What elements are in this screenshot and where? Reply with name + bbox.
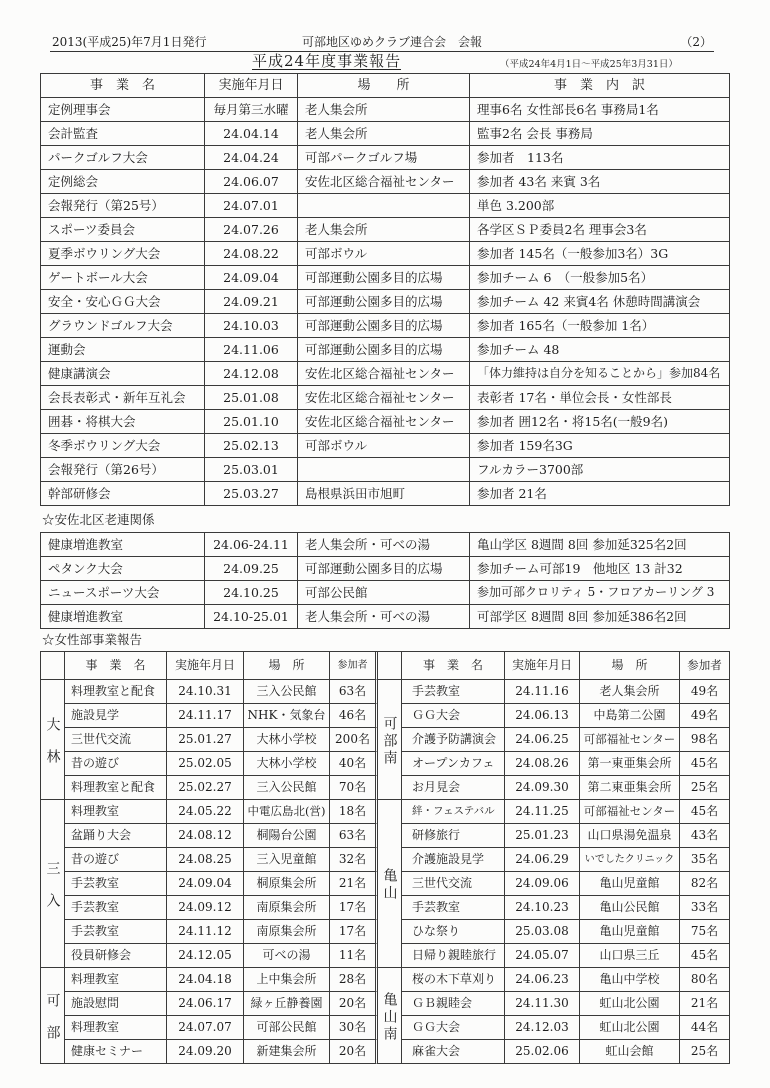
group-label-cell [378,968,402,1064]
participants: 80名 [680,968,730,992]
event-name: 料理教室 [65,968,167,992]
event-date: 24.11.30 [505,992,580,1016]
event-name: ＧＧ大会 [402,1016,505,1040]
venue: 安佐北区総合福祉センター [298,170,470,194]
venue: 可部ボウル [298,434,470,458]
event-date: 24.11.06 [205,338,298,362]
venue: 可べの湯 [244,944,330,968]
event-date: 24.09.20 [167,1040,244,1064]
venue: 三入児童館 [244,848,330,872]
event-date: 24.06.17 [167,992,244,1016]
event-name: ゲートボール大会 [41,266,205,290]
event-date: 24.09.06 [505,872,580,896]
event-name: ひな祭り [402,920,505,944]
participants: 25名 [680,1040,730,1064]
event-date: 24.11.25 [505,800,580,824]
event-date: 24.05.07 [505,944,580,968]
event-date: 24.10.25 [205,581,298,605]
event-date: 24.09.12 [167,896,244,920]
group-label-cell [41,680,65,800]
group-label: 可部南 [381,715,398,767]
event-name: 料理教室 [65,800,167,824]
event-details: 参加者 165名（一般参加 1名） [470,314,730,338]
event-name: 囲碁・将棋大会 [41,410,205,434]
event-date: 24.07.07 [167,1016,244,1040]
event-date: 24.10.03 [205,314,298,338]
event-date: 毎月第三水曜 [205,98,298,122]
event-details: 表彰者 17名・単位会長・女性部長 [470,386,730,410]
event-name: 健康増進教室 [41,605,205,629]
participants: 25名 [680,776,730,800]
event-name: 会報発行（第26号） [41,458,205,482]
event-date: 24.09.04 [167,872,244,896]
page-number: （2） [680,35,712,49]
venue: 老人集会所 [580,680,680,704]
venue: 可部ボウル [298,242,470,266]
participants: 40名 [330,752,378,776]
venue: 亀山中学校 [580,968,680,992]
header-event-name: 事 業 名 [41,74,205,98]
event-details: 参加チーム 48 [470,338,730,362]
header-date: 実施年月日 [167,652,244,680]
venue: 亀山児童館 [580,872,680,896]
event-name: 手芸教室 [65,872,167,896]
participants: 35名 [680,848,730,872]
venue: 山口県湯免温泉 [580,824,680,848]
event-date: 24.08.12 [167,824,244,848]
event-date: 25.02.27 [167,776,244,800]
participants: 98名 [680,728,730,752]
event-date: 24.08.26 [505,752,580,776]
event-name: 料理教室 [65,1016,167,1040]
event-date: 24.06.13 [505,704,580,728]
participants: 33名 [680,896,730,920]
venue: 三入公民館 [244,776,330,800]
venue: 老人集会所 [298,122,470,146]
roren-section-heading: ☆安佐北区老連関係 [42,512,155,527]
event-date: 24.11.17 [167,704,244,728]
venue: 緑ヶ丘静養園 [244,992,330,1016]
event-date: 24.12.08 [205,362,298,386]
event-name: 麻雀大会 [402,1040,505,1064]
venue: いでしたクリニック [580,848,680,872]
venue: 虹山会館 [580,1040,680,1064]
event-date: 25.02.05 [167,752,244,776]
event-date: 24.09.30 [505,776,580,800]
venue: 第二東亜集会所 [580,776,680,800]
event-date: 24.11.16 [505,680,580,704]
event-name: 手芸教室 [402,680,505,704]
venue: 可部公民館 [298,581,470,605]
group-label-cell [41,800,65,968]
group-label-cell [41,968,65,1064]
event-details: 亀山学区 8週間 8回 参加延325名2回 [470,533,730,557]
event-name: 健康セミナー [65,1040,167,1064]
header-participants: 参加者 [330,652,378,680]
event-name: ＧＢ親睦会 [402,992,505,1016]
publication-name: 可部地区ゆめクラブ連合会 会報 [302,35,483,49]
group-label: 可部 [44,992,61,1057]
header-event-name: 事 業 名 [402,652,505,680]
venue: 中島第二公園 [580,704,680,728]
group-label: 亀山 [381,868,398,902]
event-date: 24.05.22 [167,800,244,824]
event-name: ニュースポーツ大会 [41,581,205,605]
event-details: 参加者 囲12名・将15名(一般9名) [470,410,730,434]
event-date: 25.03.27 [205,482,298,506]
event-name: ＧＧ大会 [402,704,505,728]
venue: NHK・気象台 [244,704,330,728]
event-date: 24.12.05 [167,944,244,968]
venue: 南原集会所 [244,920,330,944]
event-date: 24.07.01 [205,194,298,218]
venue [298,194,470,218]
event-name: 絆・フェステバル [402,800,505,824]
header-event-name: 事 業 名 [65,652,167,680]
event-date: 24.07.26 [205,218,298,242]
venue: 可部公民館 [244,1016,330,1040]
event-name: 安全・安心ＧＧ大会 [41,290,205,314]
event-date: 25.03.01 [205,458,298,482]
participants: 30名 [330,1016,378,1040]
event-name: 健康講演会 [41,362,205,386]
venue: 桐陽台公園 [244,824,330,848]
event-details: 参加者 113名 [470,146,730,170]
venue: 可部運動公園多目的広場 [298,314,470,338]
event-details: 参加チーム可部19 他地区 13 計32 [470,557,730,581]
header-details: 事 業 内 訳 [470,74,730,98]
event-date: 24.10-25.01 [205,605,298,629]
event-name: ペタンク大会 [41,557,205,581]
event-date: 25.02.13 [205,434,298,458]
participants: 21名 [680,992,730,1016]
event-details: 理事6名 女性部長6名 事務局1名 [470,98,730,122]
event-name: 昔の遊び [65,848,167,872]
participants: 21名 [330,872,378,896]
venue: 第一東亜集会所 [580,752,680,776]
event-details: 監事2名 会長 事務局 [470,122,730,146]
event-date: 25.01.23 [505,824,580,848]
venue: 亀山公民館 [580,896,680,920]
venue: 三入公民館 [244,680,330,704]
issue-date: 2013(平成25)年7月1日発行 [52,35,207,49]
participants: 82名 [680,872,730,896]
participants: 28名 [330,968,378,992]
participants: 32名 [330,848,378,872]
event-details: 各学区ＳＰ委員2名 理事会3名 [470,218,730,242]
event-name: 介護施設見学 [402,848,505,872]
event-name: 料理教室と配食 [65,776,167,800]
event-name: 冬季ボウリング大会 [41,434,205,458]
event-date: 24.04.18 [167,968,244,992]
event-details: フルカラー3700部 [470,458,730,482]
event-name: パークゴルフ大会 [41,146,205,170]
participants: 18名 [330,800,378,824]
report-title: 平成24年度事業報告 [252,52,402,70]
event-name: スポーツ委員会 [41,218,205,242]
participants: 45名 [680,800,730,824]
event-date: 24.06.07 [205,170,298,194]
event-name: 施設慰問 [65,992,167,1016]
roren-activity-table [40,532,730,629]
event-date: 24.09.04 [205,266,298,290]
group-label: 大林 [44,716,61,781]
participants: 200名 [330,728,378,752]
event-name: 料理教室と配食 [65,680,167,704]
venue: 可部福祉センター [580,800,680,824]
group-label-cell [378,680,402,800]
event-name: 定例総会 [41,170,205,194]
header-group [378,652,402,680]
event-name: 運動会 [41,338,205,362]
group-label-cell [378,800,402,968]
event-name: 会長表彰式・新年互礼会 [41,386,205,410]
venue: 老人集会所・可べの湯 [298,605,470,629]
venue [298,458,470,482]
venue: 大林小学校 [244,752,330,776]
event-name: 手芸教室 [402,896,505,920]
venue: 島根県浜田市旭町 [298,482,470,506]
venue: 虹山北公園 [580,992,680,1016]
participants: 70名 [330,776,378,800]
event-date: 24.12.03 [505,1016,580,1040]
event-date: 25.01.27 [167,728,244,752]
event-name: 研修旅行 [402,824,505,848]
venue: 亀山児童館 [580,920,680,944]
participants: 45名 [680,944,730,968]
header-date: 実施年月日 [205,74,298,98]
header-participants: 参加者 [680,652,730,680]
event-details: 可部学区 8週間 8回 参加延386名2回 [470,605,730,629]
participants: 63名 [330,680,378,704]
group-label: 三入 [44,860,61,925]
event-details: 参加者 159名3G [470,434,730,458]
event-date: 24.10.31 [167,680,244,704]
womens-activity-table [40,651,730,1064]
event-name: 三世代交流 [65,728,167,752]
participants: 11名 [330,944,378,968]
group-label: 亀山南 [381,991,398,1043]
event-date: 24.09.25 [205,557,298,581]
venue: 南原集会所 [244,896,330,920]
participants: 17名 [330,896,378,920]
event-name: 手芸教室 [65,920,167,944]
venue: 新建集会所 [244,1040,330,1064]
event-name: 役員研修会 [65,944,167,968]
event-details: 参加者 145名（一般参加3名）3G [470,242,730,266]
event-details: 単色 3.200部 [470,194,730,218]
venue: 可部福祉センター [580,728,680,752]
event-date: 25.02.06 [505,1040,580,1064]
event-date: 24.06.25 [505,728,580,752]
header-venue: 場 所 [244,652,330,680]
participants: 49名 [680,680,730,704]
event-name: 会報発行（第25号） [41,194,205,218]
event-date: 24.11.12 [167,920,244,944]
report-period: （平成24年4月1日～平成25年3月31日） [500,59,678,70]
participants: 44名 [680,1016,730,1040]
event-date: 24.08.25 [167,848,244,872]
event-name: 日帰り親睦旅行 [402,944,505,968]
event-details: 参加者 43名 来賓 3名 [470,170,730,194]
participants: 17名 [330,920,378,944]
participants: 45名 [680,752,730,776]
event-details: 参加者 21名 [470,482,730,506]
venue: 老人集会所 [298,98,470,122]
participants: 43名 [680,824,730,848]
venue: 可部運動公園多目的広場 [298,266,470,290]
event-name: 会計監査 [41,122,205,146]
venue: 桐原集会所 [244,872,330,896]
event-details: 参加チーム 6 （一般参加5名） [470,266,730,290]
venue: 大林小学校 [244,728,330,752]
page-header [50,32,714,52]
event-details: 参加チーム 42 来賓4名 休憩時間講演会 [470,290,730,314]
venue: 虹山北公園 [580,1016,680,1040]
venue: 山口県三丘 [580,944,680,968]
venue: 老人集会所・可べの湯 [298,533,470,557]
participants: 75名 [680,920,730,944]
event-date: 24.06.29 [505,848,580,872]
venue: 安佐北区総合福祉センター [298,362,470,386]
participants: 49名 [680,704,730,728]
event-date: 24.09.21 [205,290,298,314]
event-date: 24.04.14 [205,122,298,146]
event-name: 手芸教室 [65,896,167,920]
event-name: 施設見学 [65,704,167,728]
header-venue: 場 所 [580,652,680,680]
event-date: 24.06.23 [505,968,580,992]
event-name: オープンカフェ [402,752,505,776]
event-name: 盆踊り大会 [65,824,167,848]
event-date: 25.01.08 [205,386,298,410]
venue: 安佐北区総合福祉センター [298,386,470,410]
event-name: お月見会 [402,776,505,800]
event-name: 桜の木下草刈り [402,968,505,992]
header-group [41,652,65,680]
venue: 中電広島北(営) [244,800,330,824]
header-venue: 場 所 [298,74,470,98]
venue: 可部運動公園多目的広場 [298,338,470,362]
venue: 可部パークゴルフ場 [298,146,470,170]
event-date: 24.10.23 [505,896,580,920]
event-date: 25.03.08 [505,920,580,944]
participants: 63名 [330,824,378,848]
venue: 老人集会所 [298,218,470,242]
event-date: 25.01.10 [205,410,298,434]
event-name: 定例理事会 [41,98,205,122]
event-name: 幹部研修会 [41,482,205,506]
venue: 上中集会所 [244,968,330,992]
event-name: 介護予防講演会 [402,728,505,752]
annual-activity-table [40,73,730,506]
participants: 20名 [330,992,378,1016]
event-name: 昔の遊び [65,752,167,776]
participants: 46名 [330,704,378,728]
venue: 可部運動公園多目的広場 [298,557,470,581]
participants: 20名 [330,1040,378,1064]
event-date: 24.04.24 [205,146,298,170]
event-name: 夏季ボウリング大会 [41,242,205,266]
womens-section-heading: ☆女性部事業報告 [42,632,143,647]
event-details: 参加可部クロリティ 5・フロアカーリング 3 [470,581,730,605]
venue: 可部運動公園多目的広場 [298,290,470,314]
header-date: 実施年月日 [505,652,580,680]
venue: 安佐北区総合福祉センター [298,410,470,434]
event-name: 三世代交流 [402,872,505,896]
event-details: 「体力維持は自分を知ることから」参加84名 [470,362,730,386]
event-date: 24.06-24.11 [205,533,298,557]
event-name: 健康増進教室 [41,533,205,557]
event-date: 24.08.22 [205,242,298,266]
event-name: グラウンドゴルフ大会 [41,314,205,338]
